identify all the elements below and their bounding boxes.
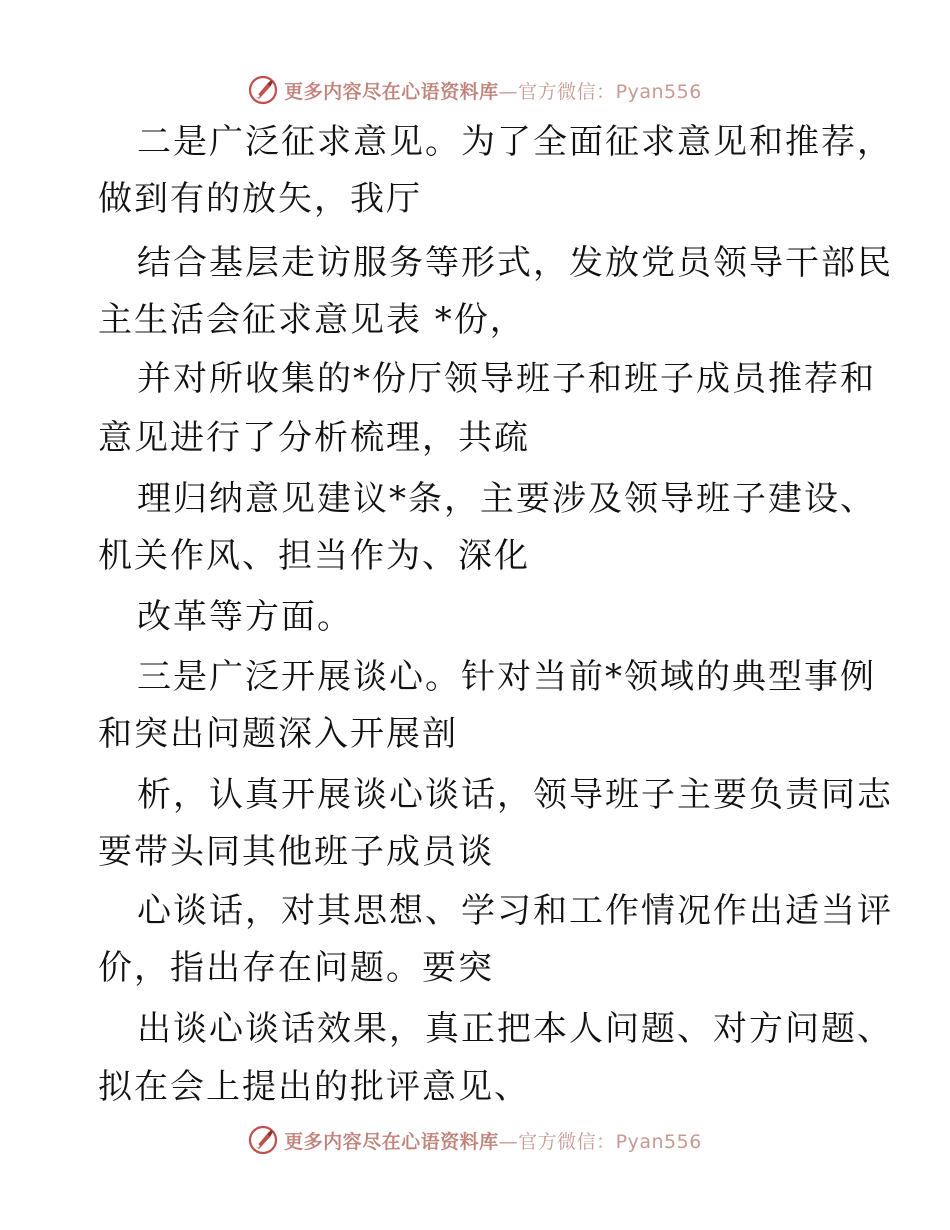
header-watermark-banner: [0, 70, 950, 110]
body-line: 价，指出存在问题。要突: [98, 948, 494, 988]
body-line: 机关作风、担当作为、深化: [98, 536, 530, 576]
body-line: 出谈心谈话效果，真正把本人问题、对方问题、: [137, 1009, 893, 1049]
pen-nib-seal-icon: [248, 75, 278, 105]
body-line: 并对所收集的*份厅领导班子和班子成员推荐和: [137, 359, 876, 399]
body-line: 心谈话，对其思想、学习和工作情况作出适当评: [137, 891, 893, 931]
pen-nib-seal-icon: [248, 1125, 278, 1155]
body-line: 主生活会征求意见表 *份，: [98, 300, 526, 340]
banner-main-text: 更多内容尽在心语资料库: [284, 1130, 499, 1153]
banner-sub-text: 官方微信：Pyan556: [518, 1130, 702, 1153]
body-line: 和突出问题深入开展剖: [98, 714, 458, 754]
body-line: 二是广泛征求意见。为了全面征求意见和推荐，: [137, 122, 893, 162]
banner-sub-text: 官方微信：Pyan556: [518, 80, 702, 103]
body-line: 结合基层走访服务等形式，发放党员领导干部民: [137, 243, 893, 283]
body-line: 意见进行了分析梳理，共疏: [98, 418, 530, 458]
banner-text: [284, 1127, 702, 1154]
body-line: 三是广泛开展谈心。针对当前*领域的典型事例: [137, 657, 876, 697]
footer-watermark-banner: [0, 1120, 950, 1160]
body-line: 析，认真开展谈心谈话，领导班子主要负责同志: [137, 775, 893, 815]
banner-main-text: 更多内容尽在心语资料库: [284, 80, 499, 103]
body-line: 理归纳意见建议*条，主要涉及领导班子建设、: [137, 479, 876, 519]
body-line: 改革等方面。: [137, 597, 353, 637]
banner-dash: —: [498, 80, 519, 103]
banner-text: [284, 77, 702, 104]
body-line: 做到有的放矢，我厅: [98, 179, 422, 219]
body-line: 要带头同其他班子成员谈: [98, 832, 494, 872]
banner-dash: —: [498, 1130, 519, 1153]
body-line: 拟在会上提出的批评意见、: [98, 1067, 530, 1107]
